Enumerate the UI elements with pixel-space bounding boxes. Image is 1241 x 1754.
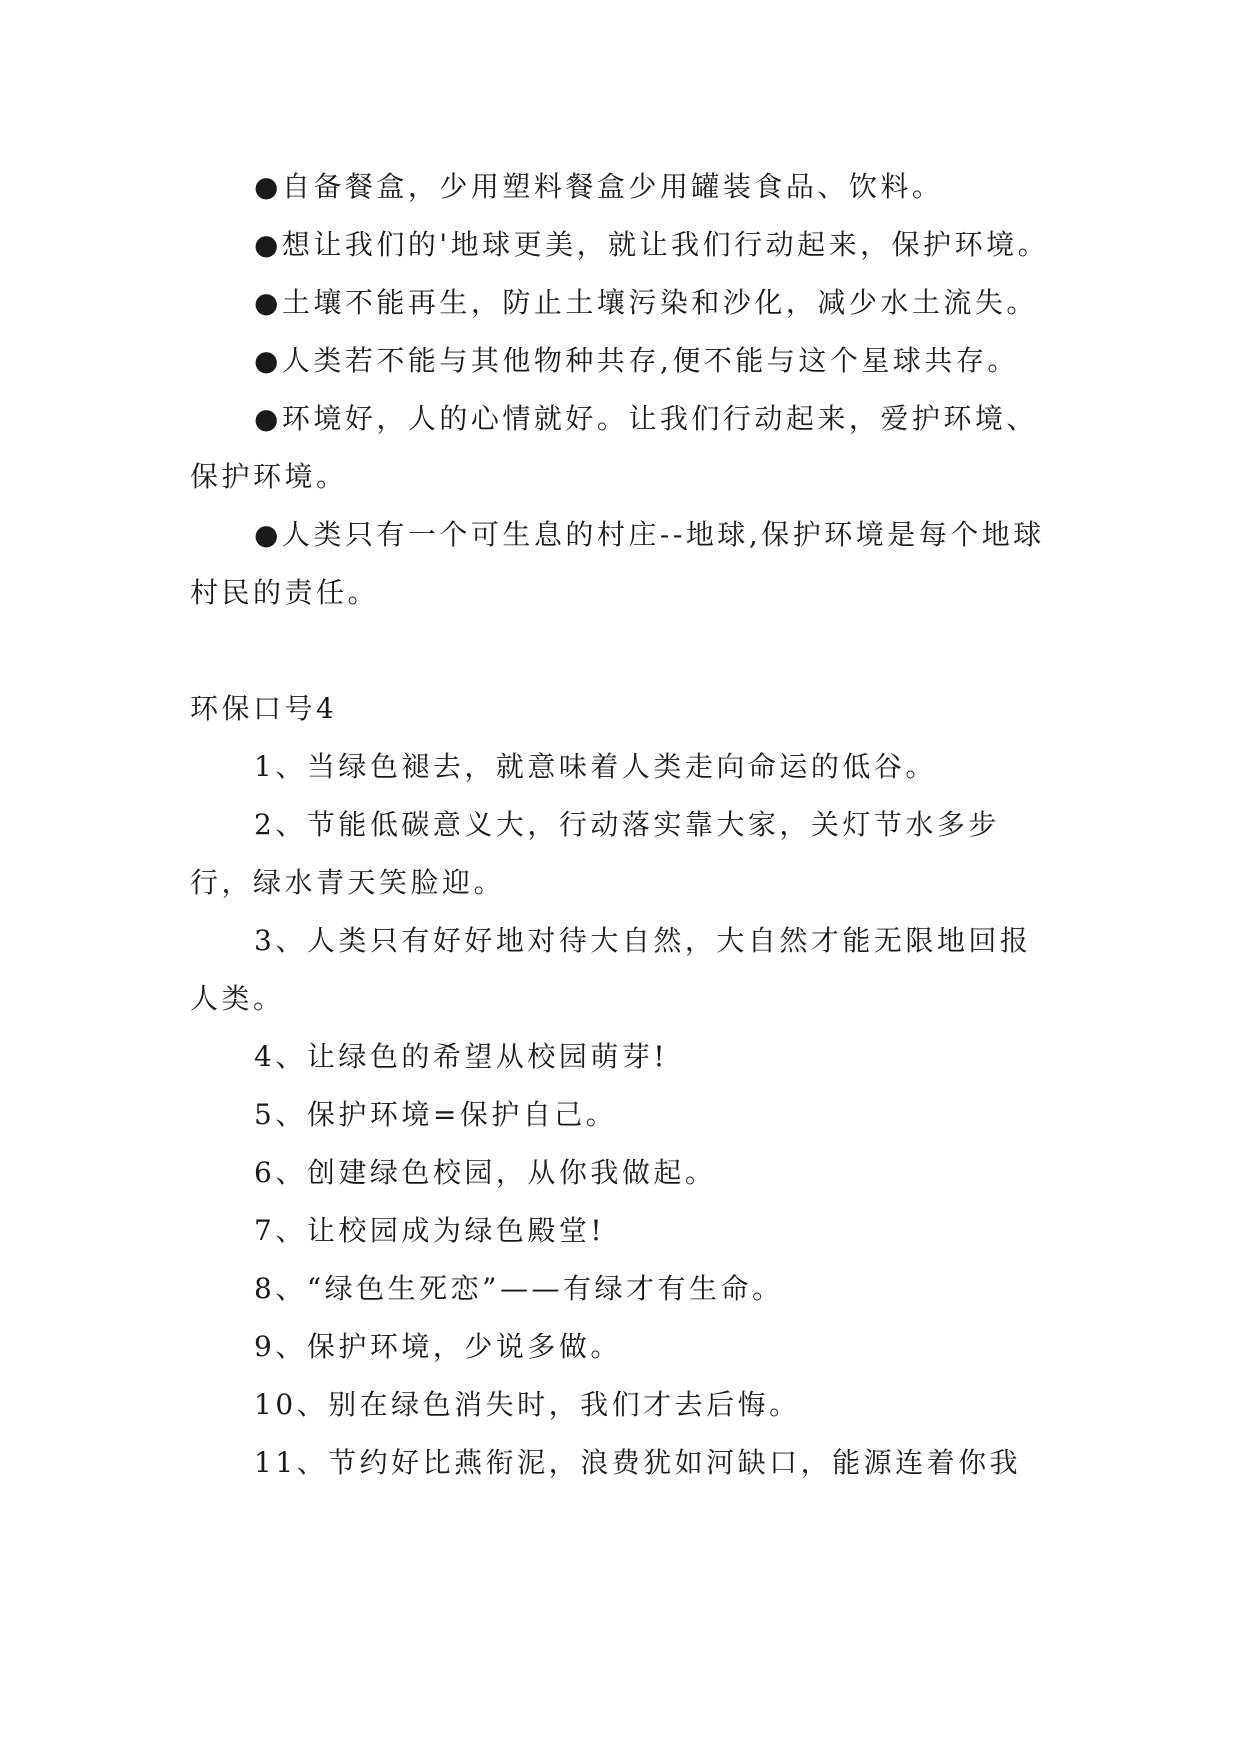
document-body	[190, 158, 1052, 1492]
bullet-item: ●土壤不能再生，防止土壤污染和沙化，减少水土流失。	[254, 286, 1038, 319]
section-heading: 环保口号4	[190, 692, 338, 725]
bullet-item: ●人类若不能与其他物种共存,便不能与这个星球共存。	[254, 344, 1019, 377]
bullet-item: ●人类只有一个可生息的村庄--地球,保护环境是每个地球村民的责任。	[190, 518, 1045, 609]
bullet-item: ●想让我们的'地球更美，就让我们行动起来，保护环境。	[254, 228, 1050, 261]
slogan-item: 5、保护环境=保护自己。	[254, 1098, 618, 1131]
slogan-item: 11、节约好比燕衔泥，浪费犹如河缺口，能源连着你我	[254, 1446, 1022, 1479]
slogan-item: 2、节能低碳意义大，行动落实靠大家，关灯节水多步行，绿水青天笑脸迎。	[190, 808, 1000, 899]
bullet-item: ●环境好，人的心情就好。让我们行动起来，爱护环境、保护环境。	[190, 402, 1038, 493]
slogan-item: 10、别在绿色消失时，我们才去后悔。	[254, 1388, 801, 1421]
slogan-item: 7、让校园成为绿色殿堂!	[254, 1214, 606, 1247]
slogan-item: 6、创建绿色校园，从你我做起。	[254, 1156, 717, 1189]
bullet-item: ●自备餐盒，少用塑料餐盒少用罐装食品、饮料。	[254, 170, 944, 203]
slogan-item: 8、“绿色生死恋”——有绿才有生命。	[254, 1272, 784, 1305]
slogan-item: 4、让绿色的希望从校园萌芽!	[254, 1040, 669, 1073]
slogan-item: 3、人类只有好好地对待大自然，大自然才能无限地回报人类。	[190, 924, 1032, 1015]
slogan-item: 1、当绿色褪去，就意味着人类走向命运的低谷。	[254, 750, 937, 783]
slogan-item: 9、保护环境，少说多做。	[254, 1330, 622, 1363]
